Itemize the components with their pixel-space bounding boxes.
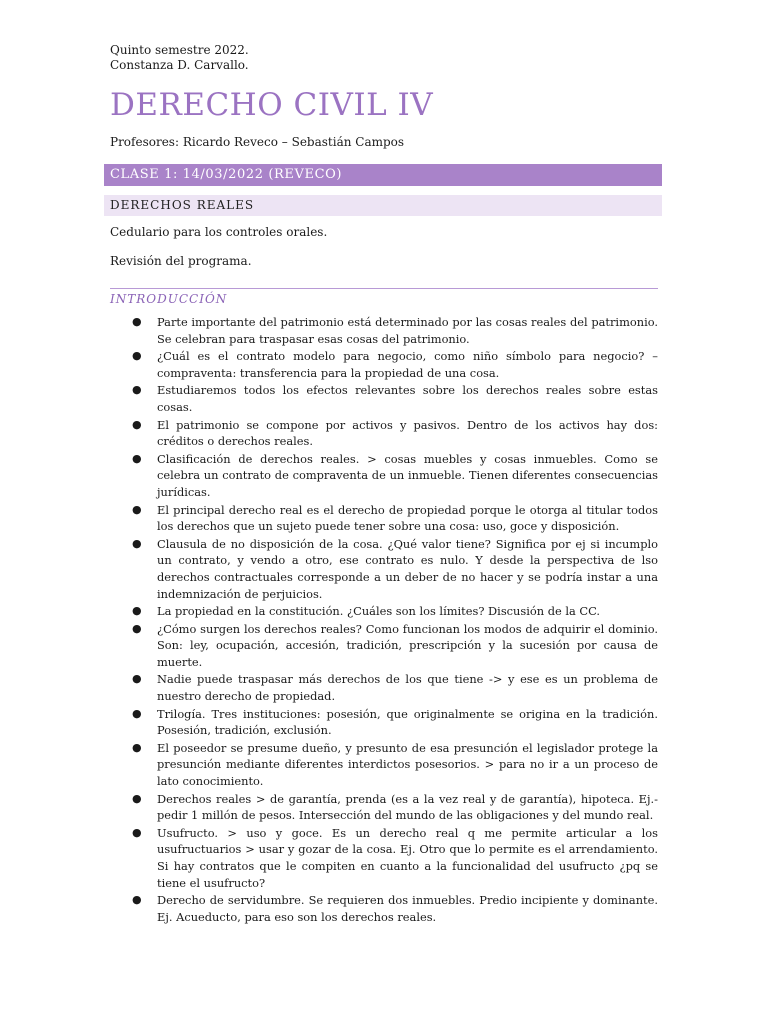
list-item-text: Clasificación de derechos reales. > cosas muebles y cosas inmuebles. Como se celebra un contrato de compraventa de un inmueble. Tienen diferentes consecuencias jurídicas. — [157, 451, 658, 499]
list-item — [130, 502, 658, 535]
subsection-heading: INTRODUCCIÓN — [110, 292, 228, 306]
list-item — [130, 892, 658, 925]
list-item — [130, 451, 658, 501]
list-item-text: Derechos reales > de garantía, prenda (es a la vez real y de garantía), hipoteca. Ej.- pedir 1 millón de pesos. Intersección del mundo de las obligaciones y del mundo real. — [157, 791, 658, 823]
list-item — [130, 621, 658, 671]
list-item — [130, 740, 658, 790]
list-item-text: ¿Cuál es el contrato modelo para negocio, como niño símbolo para negocio? – compraventa: transferencia para la propiedad de una cosa. — [157, 349, 658, 380]
bullet-icon: ● — [132, 604, 142, 618]
bullet-icon: ● — [132, 417, 142, 431]
list-item — [130, 348, 658, 381]
bullet-icon: ● — [132, 451, 142, 465]
list-item-text: El poseedor se presume dueño, y presunto de esa presunción el legislador protege la presunción mediante diferentes interdictos posesorios. > para no ir a un proceso de lato conocimiento. — [157, 740, 658, 789]
list-item-text: El patrimonio se compone por activos y pasivos. Dentro de los activos hay dos: créditos o derechos reales. — [157, 417, 658, 449]
bullet-icon: ● — [132, 621, 142, 635]
list-item-text: Derecho de servidumbre. Se requieren dos inmuebles. Predio incipiente y dominante. Ej. Acueducto, para eso son los derechos reales. — [157, 893, 658, 924]
semester-line: Quinto semestre 2022. — [110, 43, 249, 57]
bullet-icon: ● — [132, 502, 142, 516]
bullet-icon: ● — [132, 893, 142, 907]
list-item-text: Usufructo. > uso y goce. Es un derecho real q me permite articular a los usufructuarios > usar y gozar de la cosa. Ej. Otro que lo permite es el arrendamiento. Si hay contratos que le compiten en cuanto a la funcionalidad del usufructo ¿pq se tiene el usufructo? — [157, 825, 658, 890]
section-divider — [110, 288, 658, 289]
bullet-icon: ● — [132, 706, 142, 720]
bullet-icon: ● — [132, 740, 142, 754]
bullet-icon: ● — [132, 672, 142, 686]
document-header — [110, 43, 249, 73]
list-item-text: Nadie puede traspasar más derechos de los que tiene -> y ese es un problema de nuestro derecho de propiedad. — [157, 672, 658, 704]
document-title: DERECHO CIVIL IV — [110, 87, 434, 123]
list-item — [130, 536, 658, 602]
note-paragraph: Revisión del programa. — [110, 254, 252, 268]
list-item-text: El principal derecho real es el derecho de propiedad porque le otorga al titular todos los derechos que un sujeto puede tener sobre una cosa: uso, goce y disposición. — [157, 502, 658, 534]
list-item — [130, 825, 658, 891]
bullet-list — [130, 314, 658, 926]
list-item-text: Parte importante del patrimonio está determinado por las cosas reales del patrimonio. Se celebran para traspasar esas cosas del patrimonio. — [157, 315, 658, 346]
list-item — [130, 603, 658, 620]
list-item-text: Estudiaremos todos los efectos relevantes sobre los derechos reales sobre estas cosas. — [157, 383, 658, 414]
list-item-text: Trilogía. Tres instituciones: posesión, que originalmente se origina en la tradición. Posesión, tradición, exclusión. — [157, 706, 658, 738]
list-item — [130, 417, 658, 450]
section-heading: DERECHOS REALES — [104, 195, 662, 216]
list-item — [130, 791, 658, 824]
list-item — [130, 706, 658, 739]
bullet-icon: ● — [132, 383, 142, 397]
class-heading: CLASE 1: 14/03/2022 (REVECO) — [104, 164, 662, 186]
list-item — [130, 382, 658, 415]
list-item-text: Clausula de no disposición de la cosa. ¿Qué valor tiene? Significa por ej si incumplo un contrato, y vendo a otro, ese contrato es nulo. Y desde la perspectiva de lso derechos contractuales corresponde a un deber de no hacer y se podría instar a una indemnización de perjuicios. — [157, 536, 658, 601]
list-item-text: ¿Cómo surgen los derechos reales? Como funcionan los modos de adquirir el dominio. Son: ley, ocupación, accesión, tradición, prescripción y la sucesión por causa de muerte. — [157, 621, 658, 669]
list-item — [130, 671, 658, 704]
list-item-text: La propiedad en la constitución. ¿Cuáles son los límites? Discusión de la CC. — [157, 604, 601, 619]
bullet-icon: ● — [132, 791, 142, 805]
author-line: Constanza D. Carvallo. — [110, 58, 249, 72]
professors-line: Profesores: Ricardo Reveco – Sebastián Campos — [110, 135, 405, 149]
bullet-icon: ● — [132, 349, 142, 363]
list-item — [130, 314, 658, 347]
bullet-icon: ● — [132, 536, 142, 550]
bullet-icon: ● — [132, 315, 142, 328]
bullet-icon: ● — [132, 825, 142, 839]
note-paragraph: Cedulario para los controles orales. — [110, 225, 328, 239]
